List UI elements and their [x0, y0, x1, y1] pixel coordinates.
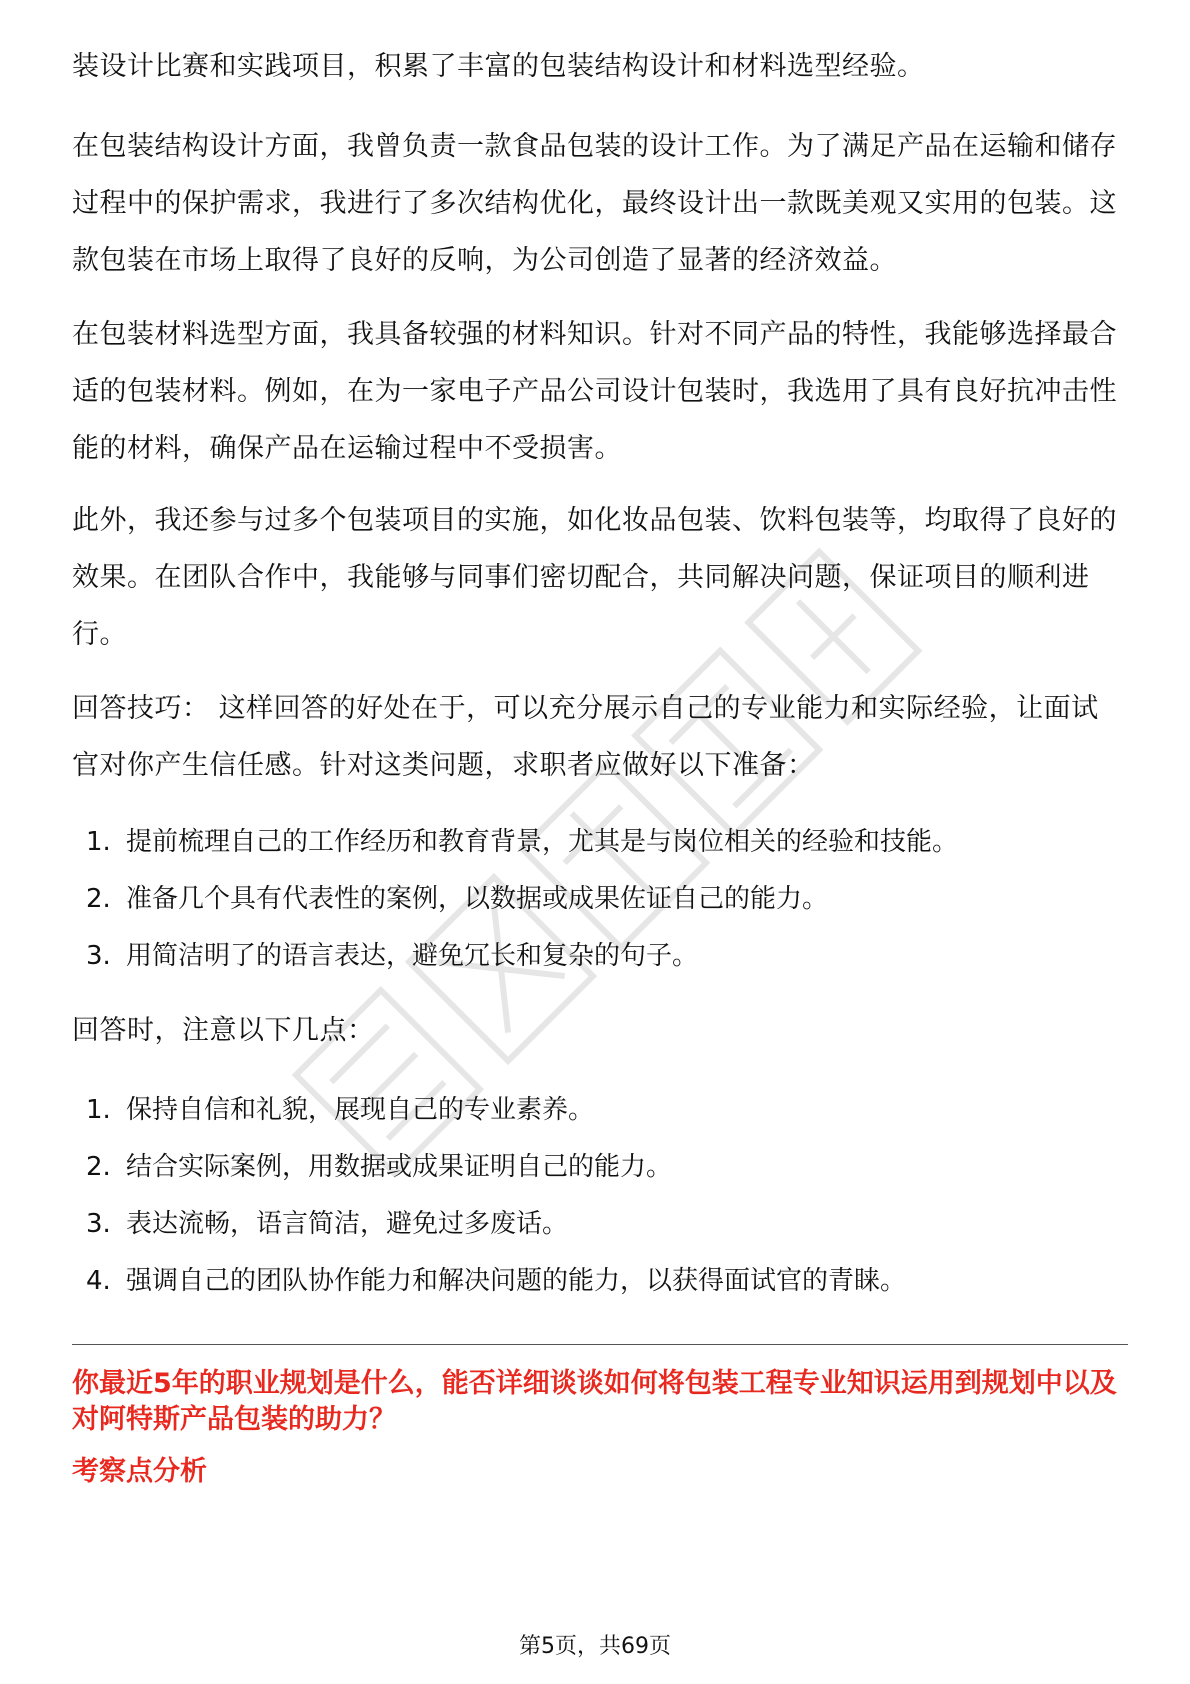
section-divider — [72, 1344, 1128, 1345]
list-item: 3. 表达流畅，语言简洁，避免过多废话。 — [86, 1209, 569, 1239]
paragraph-structure-design: 在包装结构设计方面，我曾负责一款食品包装的设计工作。为了满足产品在运输和储存过程中的保护需求，我进行了多次结构优化，最终设计出一款既美观又实用的包装。这款包装在市场上取得了良好的反响，为公司创造了显著的经济效益。 — [72, 131, 1117, 276]
page-footer: 第5页，共69页 — [519, 1634, 671, 1659]
paragraph-answer-tips: 回答技巧： 这样回答的好处在于，可以充分展示自己的专业能力和实际经验，让面试官对你产生信任感。针对这类问题，求职者应做好以下准备： — [72, 693, 1099, 781]
list-item: 2. 结合实际案例，用数据或成果证明自己的能力。 — [86, 1152, 673, 1182]
analysis-heading: 考察点分析 — [72, 1456, 207, 1487]
paragraph-material-selection: 在包装材料选型方面，我具备较强的材料知识。针对不同产品的特性，我能够选择最合适的包装材料。例如，在为一家电子产品公司设计包装时，我选用了具有良好抗冲击性能的材料，确保产品在运输过程中不受损害。 — [72, 319, 1117, 464]
list-item: 4. 强调自己的团队协作能力和解决问题的能力，以获得面试官的青睐。 — [86, 1266, 907, 1296]
paragraph-other-projects: 此外，我还参与过多个包装项目的实施，如化妆品包装、饮料包装等，均取得了良好的效果。在团队合作中，我能够与同事们密切配合，共同解决问题，保证项目的顺利进行。 — [72, 505, 1117, 650]
answer-notes-list — [72, 1082, 1118, 1310]
paragraph-answer-notes: 回答时，注意以下几点： — [72, 1015, 375, 1046]
list-item: 1. 提前梳理自己的工作经历和教育背景，尤其是与岗位相关的经验和技能。 — [86, 827, 959, 857]
question-heading: 你最近5年的职业规划是什么，能否详细谈谈如何将包装工程专业知识运用到规划中以及对阿特斯产品包装的助力？ — [72, 1368, 1117, 1435]
paragraph-intro-continued: 装设计比赛和实践项目，积累了丰富的包装结构设计和材料选型经验。 — [72, 51, 925, 82]
list-item: 2. 准备几个具有代表性的案例，以数据或成果佐证自己的能力。 — [86, 884, 829, 914]
preparation-list — [72, 814, 1118, 985]
list-item: 3. 用简洁明了的语言表达，避免冗长和复杂的句子。 — [86, 941, 699, 971]
list-item: 1. 保持自信和礼貌，展现自己的专业素养。 — [86, 1095, 595, 1125]
